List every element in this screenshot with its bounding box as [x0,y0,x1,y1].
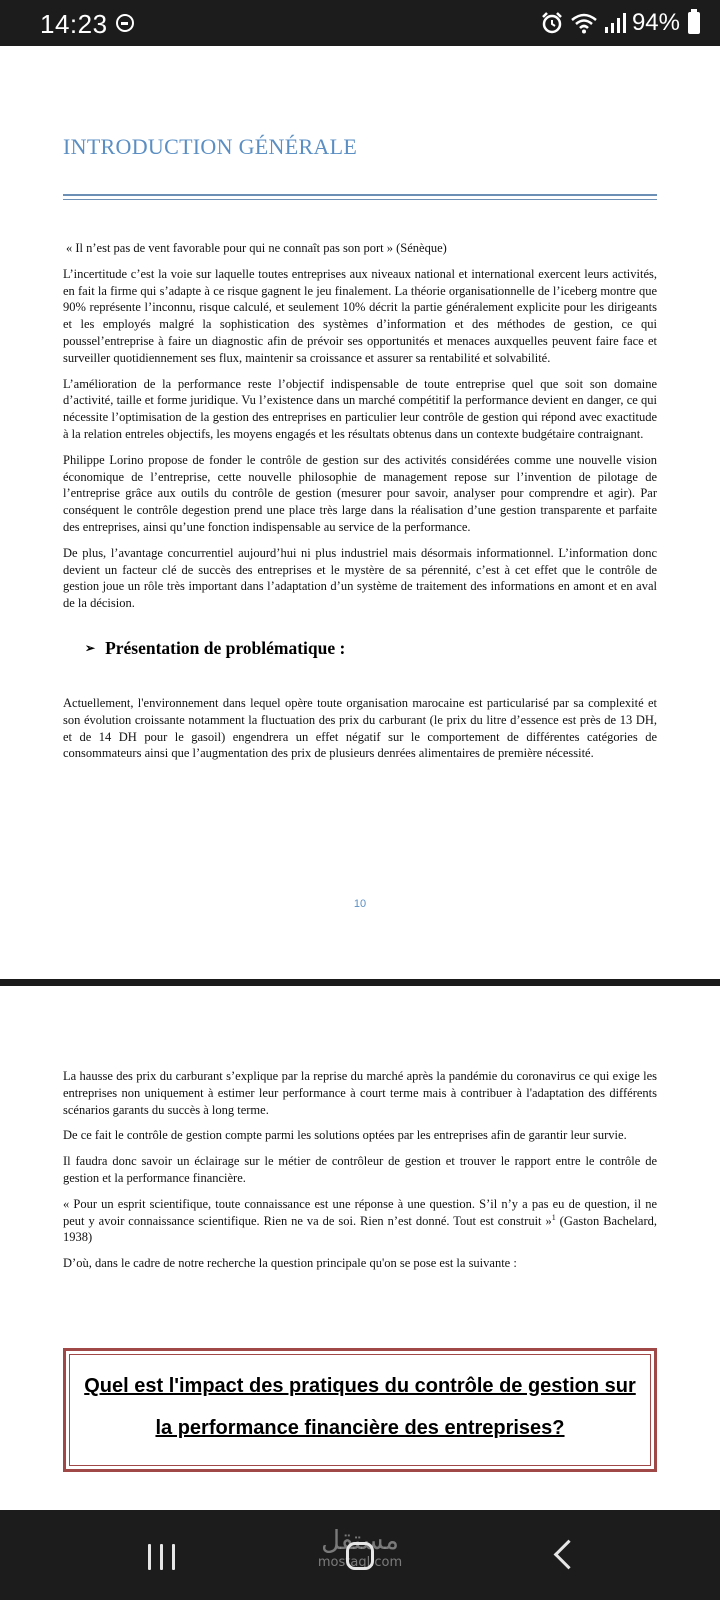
paragraph: De plus, l’avantage concurrentiel aujourd’hui ni plus industriel mais désormais informationnel. L’information donc devient un facteur clé de succès des entreprises et le mystère de sa pérennité, c’est à cet effet que le contrôle de gestion joue un rôle très important dans l’adaptation d’un système de traitement des informations en amont et en aval de la décision. [63,545,657,611]
paragraph: L’incertitude c’est la voie sur laquelle toutes entreprises aux niveaux national et international exercent leurs activités, en fait la firme qui s’adapte à ce risque gagnent le jeu finalement. La théorie organisationnelle de l’iceberg montre que 90% représente l’inconnu, risque calculé, et seulement 10% décrit la partie généralement explicite pour les dirigeants et les employés malgré la sophistication des systèmes d’information et des méthodes de gestion, ce qui poussel’entreprise à faire un diagnostic afin de prévoir ses opportunités et menaces auxquelles peuvent faire face et surveiller quotidiennement ses flux, maintenir sa croissance et assurer sa rentabilité et solvabilité. [63,266,657,365]
status-icons [540,9,700,37]
title-divider [63,194,657,196]
alarm-icon [540,11,564,35]
page-number: 10 [353,898,367,910]
seneca-quote: « Il n’est pas de vent favorable pour qui ne connaît pas son port » (Sénèque) [66,241,447,255]
research-question-line-1: Quel est l'impact des pratiques du contrôle de gestion sur [84,1375,636,1397]
status-bar [0,0,720,46]
footnote-mark: 1 [551,1212,556,1222]
signal-icon [604,12,626,34]
paragraph: Actuellement, l'environnement dans lequel opère toute organisation marocaine est particularisé par sa complexité et son évolution croissante notamment la fluctuation des prix du carburant (le prix du litre d’essence est près de 13 DH, et de 14 DH pour le gasoil) engendrera un effet négatif sur le comportement de différentes catégories de consommateurs ainsi que l’augmentation des prix de plusieurs denrées alimentaires de première nécessité. [63,695,657,761]
battery-icon [688,12,700,34]
section-heading-text: Présentation de problématique : [105,637,346,658]
watermark-latin: mostaql.com [317,1555,403,1570]
section-heading [85,638,657,659]
status-time: 14:23 [40,9,108,39]
do-not-disturb-icon [116,14,134,32]
wifi-icon [570,12,598,34]
recent-apps-icon[interactable] [148,1544,176,1570]
navigation-bar [0,1510,720,1600]
watermark-arabic: مستقل [321,1526,399,1556]
document-page-11 [0,986,720,1510]
paragraph: De ce fait le contrôle de gestion compte parmi les solutions optées par les entreprises afin de garantir leur survie. [63,1128,627,1143]
document-page-10 [0,46,720,979]
question-lead-in: D’où, dans le cadre de notre recherche la question principale qu'on se pose est la suivante : [63,1256,517,1271]
research-question-inner [69,1354,651,1466]
quote-text: « Pour un esprit scientifique, toute connaissance est une réponse à une question. S’il n’y a pas eu de question, il ne peut y avoir connaissance scientifique. Rien ne va de soi. Rien n’est donné. Tout est construit » [63,1196,657,1228]
paragraph: La hausse des prix du carburant s’explique par la reprise du marché après la pandémie du coronavirus ce qui exige les entreprises non uniquement à estimer leur performance à court terme mais à contribuer à l'adaptation des différents scénarios garants du succès à long terme. [63,1069,657,1117]
paragraph: Il faudra donc savoir un éclairage sur le métier de contrôleur de gestion et trouver le rapport entre le contrôle de gestion et la performance financière. [63,1154,657,1185]
quote-source: (Gaston Bachelard, 1938) [63,1213,657,1245]
page-body [63,1068,657,1281]
battery-percentage: 94% [631,9,680,36]
chapter-title: INTRODUCTION GÉNÉRALE [63,134,358,159]
arrow-bullet-icon: ➢ [85,640,96,655]
research-question-line-2: la performance financière des entreprises? [155,1417,565,1439]
back-icon[interactable] [554,1540,584,1570]
research-question-box [63,1348,657,1472]
paragraph: L’amélioration de la performance reste l’objectif indispensable de toute entreprise quel que soit son domaine d’activité, taille et forme juridique. Vu l’existence dans un marché compétitif la performance devient en danger, ce qui nécessite l’optimisation de la gestion des entreprises en particulier leur contrôle de gestion qui répond avec exactitude à la relation entreles objectifs, les moyens engagés et les résultats obtenus dans un contexte budgétaire contraignant. [63,376,657,441]
paragraph: Philippe Lorino propose de fonder le contrôle de gestion sur des activités considérées comme une nouvelle vision économique de l’entreprise, cette nouvelle philosophie de management repose sur l’invention de pilotage de l’entreprise grâce aux outils du contrôle de gestion (mesurer pour savoir, analyser pour comprendre et agir). Par conséquent le contrôle degestion prend une place très large dans la réalisation d’une gestion transparente et parfaite des entreprises, ainsi qu’une fonction indispensable au service de la performance. [63,452,657,534]
page-body [63,240,657,771]
home-icon[interactable] [346,1542,374,1570]
bachelard-quote [63,1196,657,1246]
